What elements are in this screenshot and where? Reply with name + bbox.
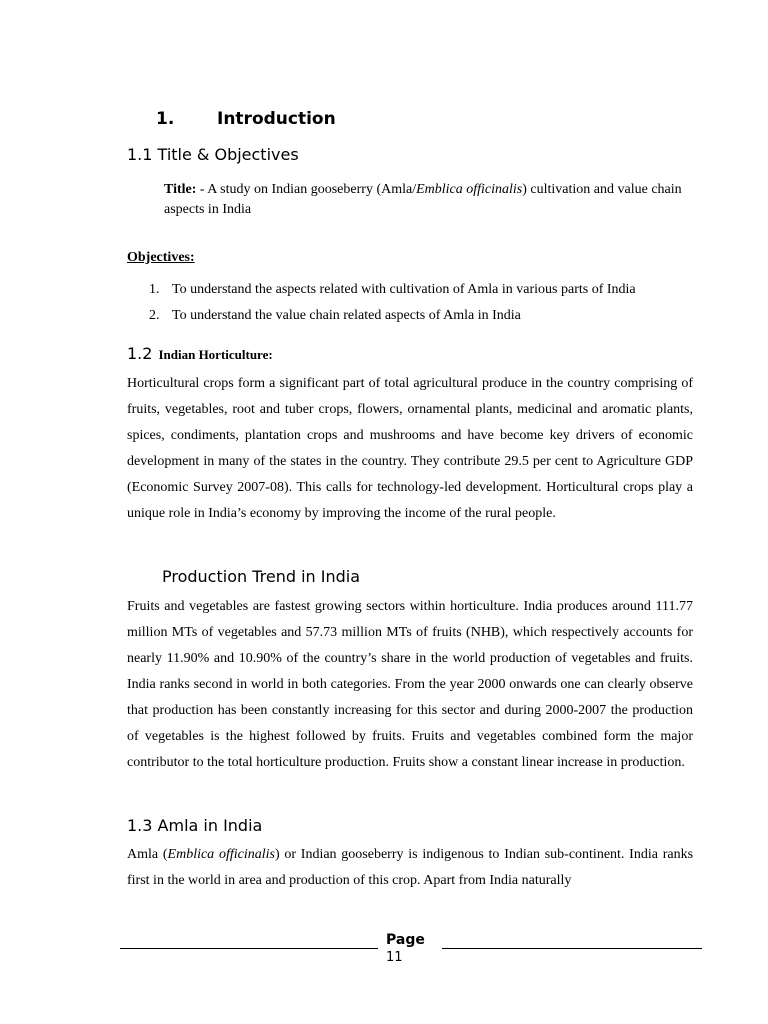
amla-text-pre: Amla ( xyxy=(127,847,168,862)
production-trend-paragraph: Fruits and vegetables are fastest growing sectors within horticulture. India produces around 111.77 million MTs of vegetables and 57.73 million MTs of fruits (NHB), which respectively accounts for nearly 11.90% and 10.90% of the country’s share in the world production of vegetables and fruits. India ranks second in world in both categories. From the year 2000 onwards one can clearly observe that production has been constantly increasing for this sector and during 2000-2007 the production of vegetables is the highest followed by fruits. Fruits and vegetables combined form the major contributor to the total horticulture production. Fruits show a constant linear increase in production. xyxy=(127,599,693,770)
chapter-heading xyxy=(156,109,336,129)
section-heading-1-1: 1.1 Title & Objectives xyxy=(127,145,299,164)
chapter-title: Introduction xyxy=(217,109,336,129)
page-number: 11 xyxy=(386,950,403,965)
section-heading-1-3: 1.3 Amla in India xyxy=(127,816,263,835)
amla-text-italic: Emblica officinalis xyxy=(167,847,275,862)
title-label: Title: xyxy=(164,182,197,197)
objectives-label: Objectives: xyxy=(127,250,195,265)
list-item-text: To understand the value chain related aspects of Amla in India xyxy=(172,308,521,323)
page-label: Page xyxy=(386,932,425,948)
footer-rule-right xyxy=(442,948,702,949)
section-title: Indian Horticulture: xyxy=(158,347,273,362)
list-item-number: 2. xyxy=(149,308,160,323)
chapter-number: 1. xyxy=(156,109,175,129)
footer-rule-left xyxy=(120,948,378,949)
amla-paragraph xyxy=(127,842,693,894)
horticulture-paragraph: Horticultural crops form a significant part of total agricultural produce in the country comprising of fruits, vegetables, root and tuber crops, flowers, ornamental plants, medicinal and aromatic plants, spices, condiments, plantation crops and mushrooms and have become key drivers of economic development in many of the states in the country. They contribute 29.5 per cent to Agriculture GDP (Economic Survey 2007-08). This calls for technology-led development. Horticultural crops play a unique role in India’s economy by improving the income of the rural people. xyxy=(127,376,693,521)
section-number: 1.2 xyxy=(127,344,153,363)
amla-text-post: ) or Indian gooseberry is indigenous to Indian sub-continent. India ranks first in the world in area and production of this crop. Apart from India naturally xyxy=(127,847,694,888)
list-item xyxy=(149,308,521,324)
production-trend-heading: Production Trend in India xyxy=(162,567,361,586)
title-text-italic: Emblica officinalis xyxy=(416,182,523,197)
section-heading-1-2 xyxy=(127,344,273,364)
study-title xyxy=(164,180,704,220)
list-item xyxy=(149,282,636,298)
title-text-post: ) cultivation and value chain aspects in India xyxy=(164,182,682,217)
list-item-text: To understand the aspects related with cultivation of Amla in various parts of India xyxy=(172,282,636,297)
list-item-number: 1. xyxy=(149,282,160,297)
title-text-pre: - A study on Indian gooseberry (Amla/ xyxy=(196,182,417,197)
